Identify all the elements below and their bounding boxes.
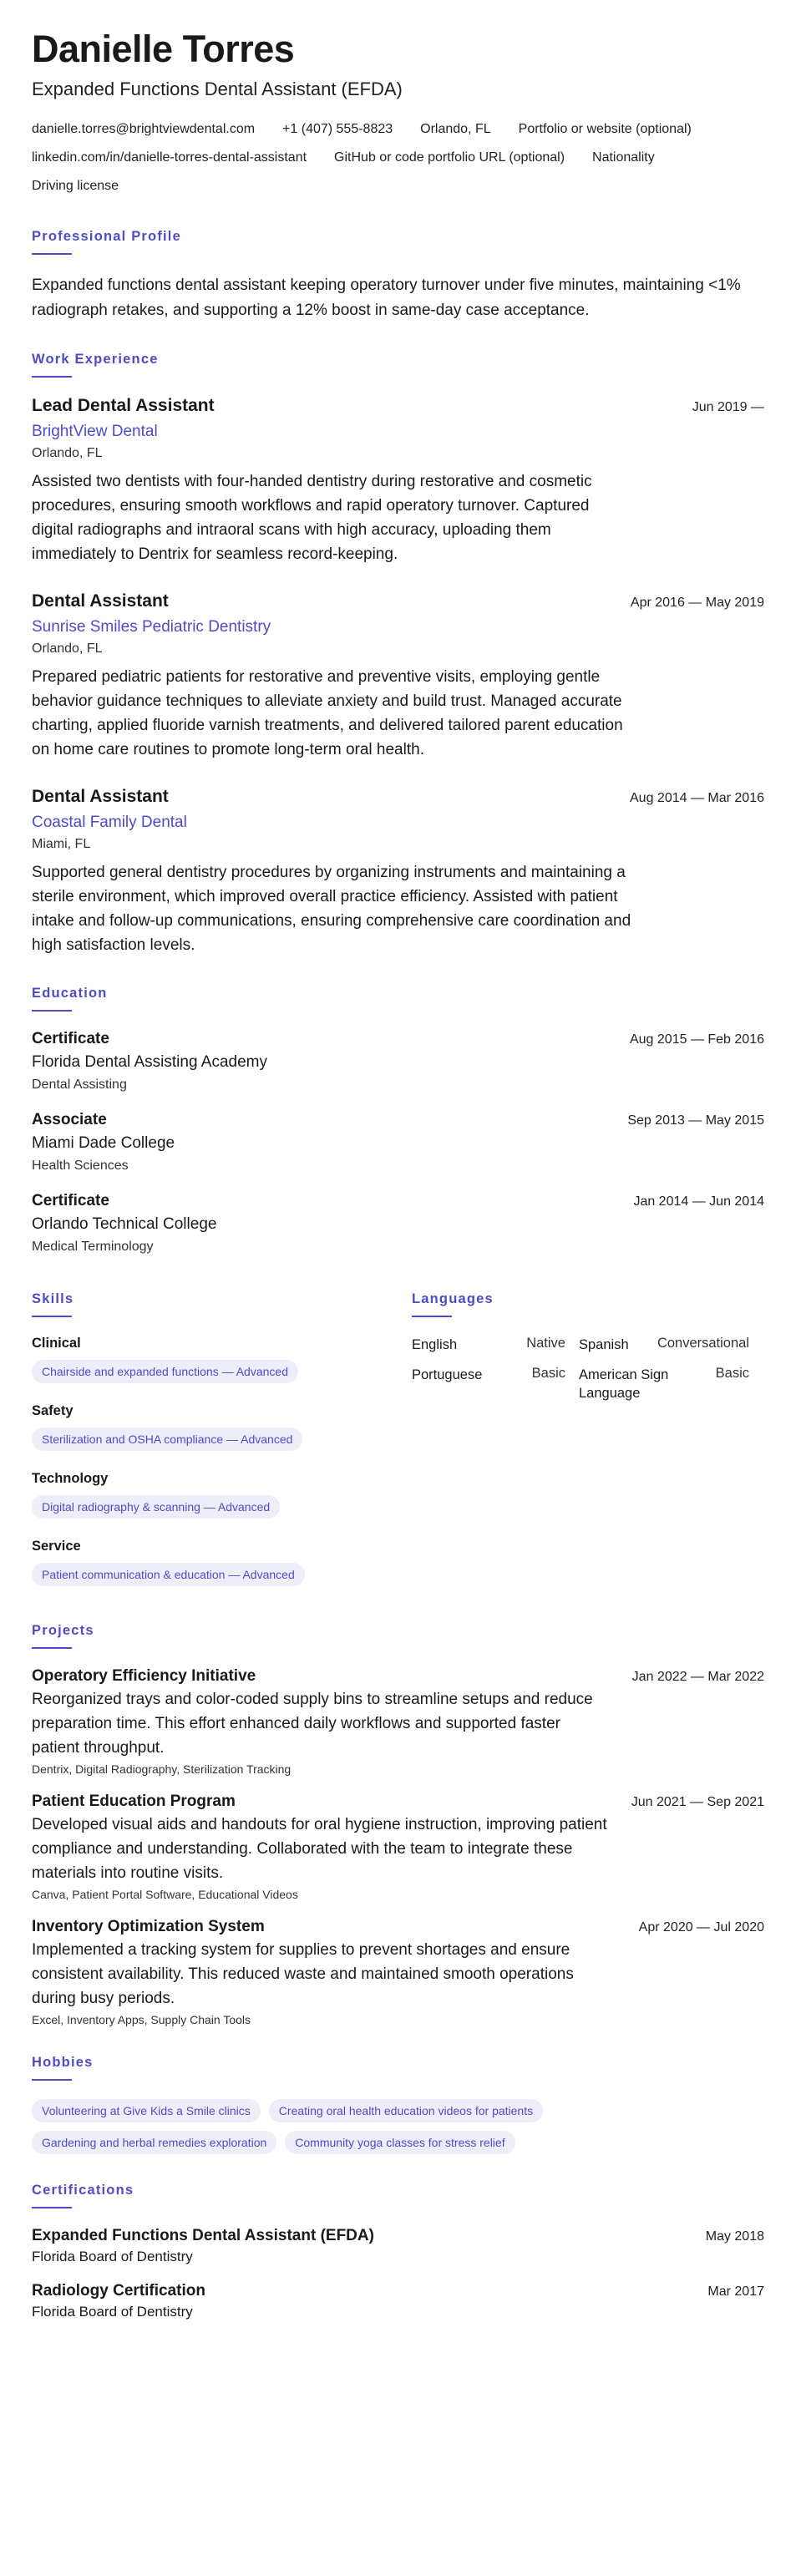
contact-location: Orlando, FL bbox=[420, 121, 491, 136]
education-field: Health Sciences bbox=[32, 1158, 129, 1173]
certification-issuer: Florida Board of Dentistry bbox=[32, 2303, 193, 2320]
candidate-headline: Expanded Functions Dental Assistant (EFDA) bbox=[32, 78, 403, 99]
languages-section bbox=[412, 1291, 763, 1606]
job-entry bbox=[32, 591, 764, 762]
job-company[interactable]: BrightView Dental bbox=[32, 422, 158, 440]
language-item bbox=[412, 1366, 579, 1402]
project-tech: Excel, Inventory Apps, Supply Chain Tools bbox=[32, 2012, 251, 2026]
project-description: Reorganized trays and color-coded supply bins to streamline setups and reduce preparation time. This effort enhanced daily workflows and supported faster patient throughput. bbox=[32, 1690, 593, 1757]
job-title: Dental Assistant bbox=[32, 591, 169, 611]
language-item bbox=[412, 1336, 579, 1354]
contact-linkedin[interactable]: linkedin.com/in/danielle-torres-dental-assistant bbox=[32, 150, 307, 165]
education-field: Dental Assisting bbox=[32, 1077, 127, 1092]
job-company[interactable]: Coastal Family Dental bbox=[32, 813, 187, 831]
skill-group bbox=[32, 1403, 412, 1471]
hobby-pill: Volunteering at Give Kids a Smile clinics bbox=[32, 2099, 261, 2122]
certification-date: Mar 2017 bbox=[707, 2284, 764, 2299]
candidate-name: Danielle Torres bbox=[32, 28, 295, 70]
education-entry bbox=[32, 1111, 764, 1174]
education-degree: Certificate bbox=[32, 1191, 109, 1209]
profile-summary: Expanded functions dental assistant keeping operatory turnover under five minutes, maintaining <1% radiograph retakes, and supporting a 12% boost in same-day case acceptance. bbox=[32, 276, 741, 319]
hobby-pill: Community yoga classes for stress relief bbox=[285, 2131, 515, 2154]
project-entry bbox=[32, 1793, 764, 1901]
certifications-section bbox=[32, 2183, 764, 2320]
language-level: Conversational bbox=[657, 1335, 749, 1351]
section-title: Projects bbox=[32, 1622, 94, 1638]
job-description: Supported general dentistry procedures by organizing instruments and maintaining a sterile environment, which improved overall practice efficiency. Assisted with patient intake and follow-up communications, ensuring comprehensive care coordination and high satisfaction levels. bbox=[32, 863, 631, 954]
education-degree: Certificate bbox=[32, 1029, 109, 1047]
section-title: Professional Profile bbox=[32, 228, 181, 244]
skills-languages-row bbox=[32, 1291, 764, 1606]
project-description: Implemented a tracking system for supplies to prevent shortages and ensure consistent availability. This reduced waste and maintained smooth operations during busy periods. bbox=[32, 1940, 574, 2007]
job-title: Dental Assistant bbox=[32, 786, 169, 806]
language-list bbox=[412, 1336, 763, 1402]
education-section bbox=[32, 986, 764, 1255]
project-description: Developed visual aids and handouts for oral hygiene instruction, improving patient compliance and understanding. Collaborated with the team to integrate these materials into routine visits. bbox=[32, 1815, 607, 1882]
contact-portfolio[interactable]: Portfolio or website (optional) bbox=[518, 121, 692, 136]
project-dates: Jun 2021 — Sep 2021 bbox=[631, 1794, 764, 1809]
skill-group bbox=[32, 1471, 412, 1539]
job-location: Orlando, FL bbox=[32, 641, 103, 656]
job-location: Orlando, FL bbox=[32, 445, 103, 460]
contact-list bbox=[32, 115, 764, 200]
section-divider bbox=[32, 1010, 72, 1012]
job-dates: Aug 2014 — Mar 2016 bbox=[630, 790, 764, 805]
language-level: Native bbox=[526, 1335, 565, 1351]
section-title: Certifications bbox=[32, 2182, 134, 2198]
education-entry bbox=[32, 1030, 764, 1093]
hobby-list bbox=[32, 2099, 633, 2163]
job-description: Assisted two dentists with four-handed dentistry during restorative and cosmetic procedures, ensuring smooth workflows and rapid operatory turnover. Captured digital radiographs and intraoral scans with high accuracy, uploading them immediately to Dentrix for seamless record-keeping. bbox=[32, 472, 592, 563]
section-divider bbox=[32, 1316, 72, 1317]
contact-nationality: Nationality bbox=[592, 150, 655, 165]
project-title: Operatory Efficiency Initiative bbox=[32, 1666, 256, 1685]
section-title: Skills bbox=[32, 1291, 74, 1306]
skill-group bbox=[32, 1539, 412, 1606]
certification-date: May 2018 bbox=[705, 2229, 764, 2244]
job-location: Miami, FL bbox=[32, 836, 91, 851]
job-description: Prepared pediatric patients for restorative and preventive visits, employing gentle behavior guidance techniques to alleviate anxiety and build trust. Managed accurate charting, applied fluoride varnish treatments, and delivered tailored parent education on home care routines to promote long-term oral health. bbox=[32, 667, 623, 758]
education-school: Orlando Technical College bbox=[32, 1214, 217, 1233]
education-school: Florida Dental Assisting Academy bbox=[32, 1052, 267, 1071]
job-entry bbox=[32, 787, 764, 957]
section-divider bbox=[32, 2207, 72, 2208]
contact-github[interactable]: GitHub or code portfolio URL (optional) bbox=[334, 150, 565, 165]
language-name: Portuguese bbox=[412, 1367, 483, 1382]
section-divider bbox=[32, 2079, 72, 2081]
language-name: English bbox=[412, 1336, 458, 1352]
education-dates: Aug 2015 — Feb 2016 bbox=[629, 1032, 764, 1047]
certification-issuer: Florida Board of Dentistry bbox=[32, 2248, 193, 2264]
project-title: Inventory Optimization System bbox=[32, 1917, 265, 1935]
language-level: Basic bbox=[715, 1365, 749, 1381]
skill-category: Technology bbox=[32, 1470, 109, 1486]
hobby-pill: Creating oral health education videos for patients bbox=[269, 2099, 543, 2122]
language-level: Basic bbox=[531, 1365, 565, 1381]
job-dates: Jun 2019 — bbox=[692, 399, 764, 414]
project-tech: Dentrix, Digital Radiography, Sterilization Tracking bbox=[32, 1762, 292, 1776]
language-name: American Sign Language bbox=[579, 1367, 669, 1401]
experience-section bbox=[32, 352, 764, 957]
job-title: Lead Dental Assistant bbox=[32, 395, 215, 415]
job-entry bbox=[32, 396, 764, 566]
job-dates: Apr 2016 — May 2019 bbox=[630, 595, 764, 610]
skill-category: Clinical bbox=[32, 1335, 81, 1351]
project-dates: Apr 2020 — Jul 2020 bbox=[638, 1919, 764, 1935]
language-name: Spanish bbox=[579, 1336, 629, 1352]
contact-email[interactable]: danielle.torres@brightviewdental.com bbox=[32, 121, 256, 136]
skills-section bbox=[32, 1291, 412, 1606]
education-dates: Sep 2013 — May 2015 bbox=[627, 1113, 764, 1128]
profile-section bbox=[32, 229, 764, 323]
skill-group bbox=[32, 1336, 412, 1403]
language-item bbox=[579, 1366, 763, 1402]
section-title: Hobbies bbox=[32, 2054, 94, 2070]
skill-pill: Patient communication & education — Advanced bbox=[32, 1563, 305, 1586]
section-divider bbox=[32, 253, 72, 255]
skill-pill: Digital radiography & scanning — Advanced bbox=[32, 1495, 280, 1519]
project-entry bbox=[32, 1918, 764, 2026]
skill-pill: Chairside and expanded functions — Advanced bbox=[32, 1360, 298, 1383]
project-dates: Jan 2022 — Mar 2022 bbox=[631, 1669, 764, 1684]
resume bbox=[32, 28, 764, 2320]
education-degree: Associate bbox=[32, 1110, 107, 1128]
project-entry bbox=[32, 1667, 764, 1776]
skill-pill: Sterilization and OSHA compliance — Advanced bbox=[32, 1427, 302, 1451]
job-company[interactable]: Sunrise Smiles Pediatric Dentistry bbox=[32, 617, 271, 636]
contact-phone[interactable]: +1 (407) 555-8823 bbox=[282, 121, 393, 136]
projects-section bbox=[32, 1623, 764, 2026]
skill-category: Safety bbox=[32, 1402, 74, 1418]
certification-entry bbox=[32, 2227, 764, 2265]
certification-name: Expanded Functions Dental Assistant (EFDA) bbox=[32, 2226, 374, 2244]
language-item bbox=[579, 1336, 763, 1354]
education-dates: Jan 2014 — Jun 2014 bbox=[633, 1194, 764, 1209]
education-entry bbox=[32, 1192, 764, 1255]
section-title: Education bbox=[32, 985, 108, 1001]
section-divider bbox=[32, 376, 72, 378]
hobbies-section bbox=[32, 2055, 764, 2163]
section-divider bbox=[32, 1647, 72, 1649]
section-divider bbox=[412, 1316, 452, 1317]
project-title: Patient Education Program bbox=[32, 1792, 236, 1810]
education-field: Medical Terminology bbox=[32, 1239, 154, 1254]
education-school: Miami Dade College bbox=[32, 1133, 175, 1152]
certification-name: Radiology Certification bbox=[32, 2281, 205, 2300]
section-title: Work Experience bbox=[32, 351, 159, 367]
certification-entry bbox=[32, 2282, 764, 2320]
contact-driving-license: Driving license bbox=[32, 178, 119, 193]
hobby-pill: Gardening and herbal remedies exploration bbox=[32, 2131, 276, 2154]
project-tech: Canva, Patient Portal Software, Educational Videos bbox=[32, 1887, 298, 1901]
skill-category: Service bbox=[32, 1538, 81, 1554]
section-title: Languages bbox=[412, 1291, 494, 1306]
